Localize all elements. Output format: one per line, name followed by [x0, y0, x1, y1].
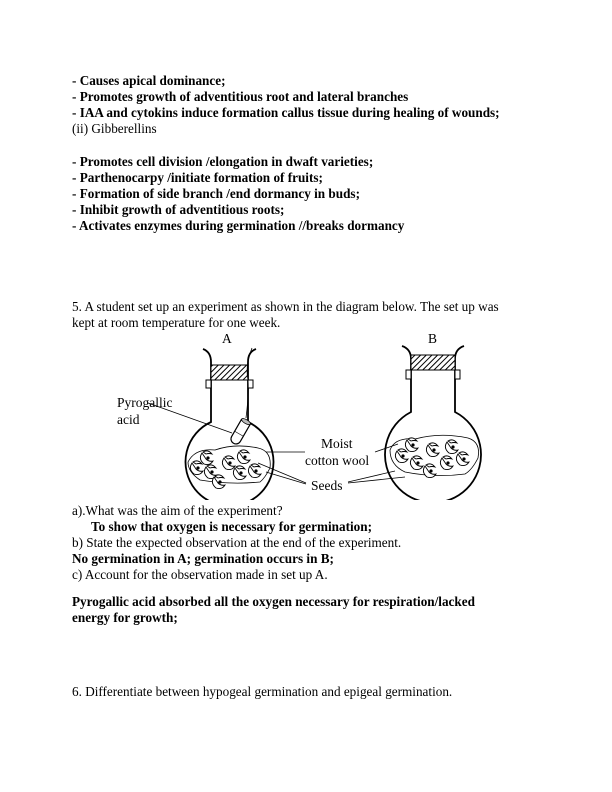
part-b-question: b) State the expected observation at the end of the experiment. [72, 535, 402, 550]
moist-cotton-wool-label-line1: Moist [321, 436, 353, 451]
germination-experiment-diagram [100, 330, 500, 500]
flask-b [348, 346, 481, 500]
question5-stem-line1: 5. A student set up an experiment as shown in the diagram below. The set up was [72, 299, 499, 314]
gibberellins-heading: (ii) Gibberellins [72, 121, 157, 136]
auxin-answer-1: - Causes apical dominance; [72, 73, 226, 88]
part-a-question: a).What was the aim of the experiment? [72, 503, 283, 518]
part-c-question: c) Account for the observation made in set up A. [72, 567, 328, 582]
part-c-answer-line1: Pyrogallic acid absorbed all the oxygen necessary for respiration/lacked [72, 594, 475, 609]
gibberellin-answer-4: - Inhibit growth of adventitious roots; [72, 202, 285, 217]
question6-text: 6. Differentiate between hypogeal germination and epigeal germination. [72, 684, 453, 699]
flask-a-label: A [222, 331, 232, 346]
auxin-answer-2: - Promotes growth of adventitious root and lateral branches [72, 89, 409, 104]
auxin-answer-3: - IAA and cytokins induce formation callus tissue during healing of wounds; [72, 105, 500, 120]
part-b-answer: No germination in A; germination occurs in B; [72, 551, 334, 566]
gibberellin-answer-3: - Formation of side branch /end dormancy in buds; [72, 186, 360, 201]
question5-stem-line2: kept at room temperature for one week. [72, 315, 281, 330]
part-c-answer-line2: energy for growth; [72, 610, 178, 625]
moist-cotton-wool-label-line2: cotton wool [305, 453, 370, 468]
pyrogallic-acid-label-line2: acid [117, 412, 140, 427]
flask-a [148, 348, 306, 500]
gibberellin-answer-5: - Activates enzymes during germination //breaks dormancy [72, 218, 405, 233]
seeds-label: Seeds [311, 478, 343, 493]
pyrogallic-acid-label-line1: Pyrogallic [117, 395, 173, 410]
gibberellin-answer-1: - Promotes cell division /elongation in dwaft varieties; [72, 154, 374, 169]
flask-b-label: B [428, 331, 438, 346]
part-a-answer: To show that oxygen is necessary for germination; [91, 519, 372, 534]
gibberellin-answer-2: - Parthenocarpy /initiate formation of fruits; [72, 170, 323, 185]
